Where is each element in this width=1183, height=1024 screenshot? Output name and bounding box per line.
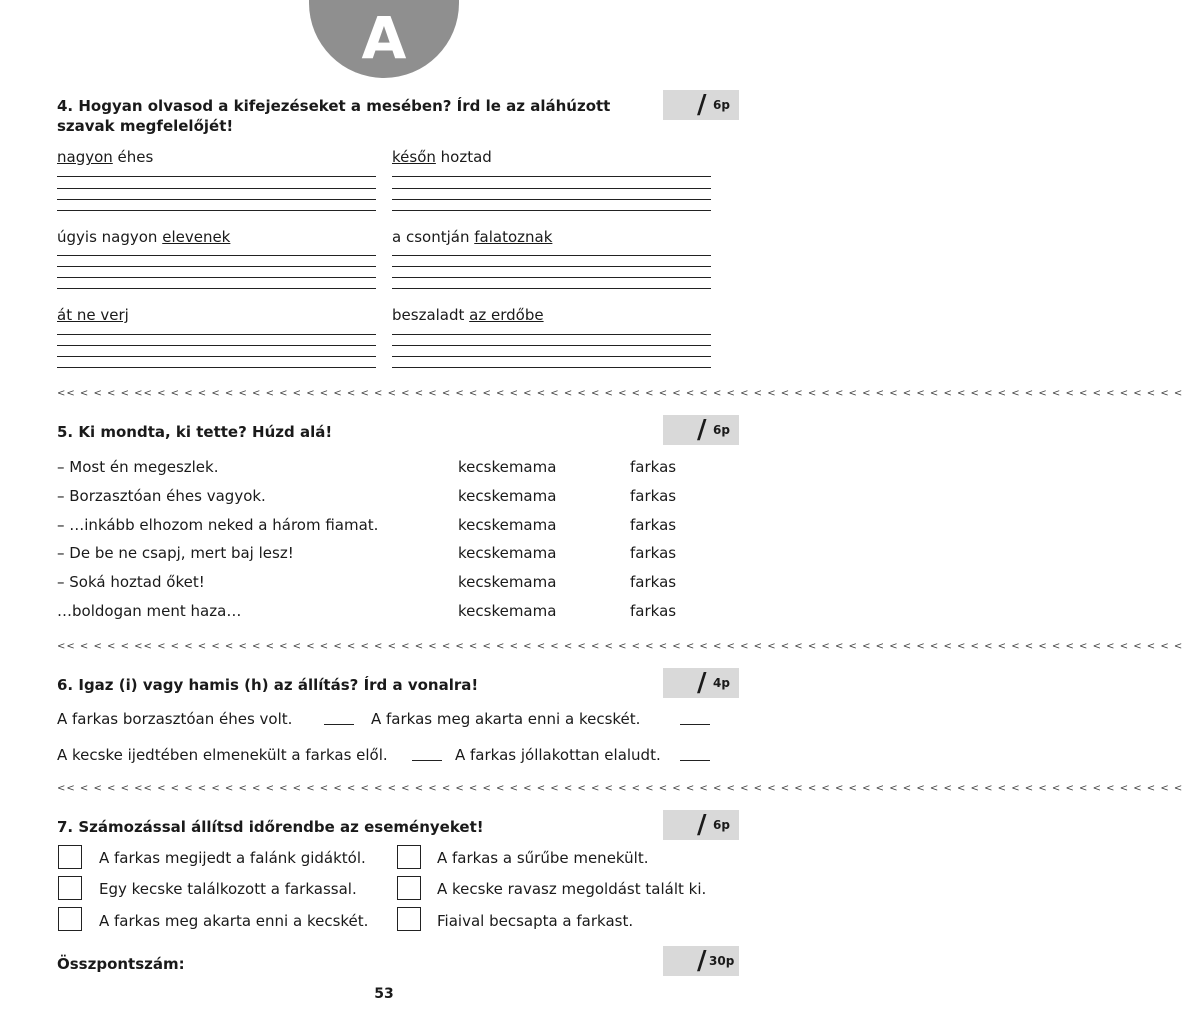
q5-row-1-text: – Most én megeszlek.	[57, 458, 219, 476]
q7-left-event-3: A farkas meg akarta enni a kecskét.	[99, 912, 369, 930]
q7-left-box-1[interactable]	[58, 845, 82, 869]
q6-score: 4p	[713, 676, 730, 690]
q7-right-event-2: A kecske ravasz megoldást talált ki.	[437, 880, 707, 898]
divider-1: << < < < < << < < < < < < < < < < < < < < < < < < < < < < < < < < < < < < < < < < < < < < < < < < < < < < < < < < < < < < < < < < < < < < < < < < < < < < < < < < < <	[57, 388, 1183, 399]
q5-row-4-text: – De be ne csapj, mert baj lesz!	[57, 544, 294, 562]
q6-statement-1: A farkas borzasztóan éhes volt.	[57, 710, 293, 728]
q5-row-1-option-a[interactable]: kecskemama	[458, 458, 557, 476]
q5-row-3-option-a[interactable]: kecskemama	[458, 516, 557, 534]
total-score-box: / 30p	[663, 946, 739, 976]
q5-row-3-text: – …inkább elhozom neked a három fiamat.	[57, 516, 379, 534]
divider-2: << < < < < << < < < < < < < < < < < < < < < < < < < < < < < < < < < < < < < < < < < < < < < < < < < < < < < < < < < < < < < < < < < < < < < < < < < < < < < < < < < <	[57, 641, 1183, 652]
q7-right-event-3: Fiaival becsapta a farkast.	[437, 912, 634, 930]
q5-row-5-text: – Soká hoztad őket!	[57, 573, 205, 591]
q4-item-6: beszaladt az erdőbe	[392, 306, 544, 324]
q7-score: 6p	[713, 818, 730, 832]
q5-row-6-option-b[interactable]: farkas	[630, 602, 677, 620]
chapter-letter: A	[361, 4, 407, 72]
q5-row-2-option-a[interactable]: kecskemama	[458, 487, 557, 505]
q5-row-5-option-a[interactable]: kecskemama	[458, 573, 557, 591]
q7-right-box-1[interactable]	[397, 845, 421, 869]
q5-row-6-option-a[interactable]: kecskemama	[458, 602, 557, 620]
q6-answer-4[interactable]	[680, 760, 710, 761]
q4-item-5: át ne verj	[57, 306, 129, 324]
q7-score-box: / 6p	[663, 810, 739, 840]
q5-row-4-option-a[interactable]: kecskemama	[458, 544, 557, 562]
q4-score: 6p	[713, 98, 730, 112]
q5-score: 6p	[713, 423, 730, 437]
q6-statement-2: A farkas meg akarta enni a kecskét.	[371, 710, 641, 728]
total-label: Összpontszám:	[57, 955, 185, 973]
q5-row-2-option-b[interactable]: farkas	[630, 487, 677, 505]
q4-score-box: / 6p	[663, 90, 739, 120]
q5-row-1-option-b[interactable]: farkas	[630, 458, 677, 476]
q5-row-3-option-b[interactable]: farkas	[630, 516, 677, 534]
q7-right-box-3[interactable]	[397, 907, 421, 931]
q4-title: 4. Hogyan olvasod a kifejezéseket a mesében? Írd le az aláhúzott szavak megfelelőjét!	[57, 97, 611, 135]
q4-item-1: nagyon éhes	[57, 148, 154, 166]
q6-title: 6. Igaz (i) vagy hamis (h) az állítás? Írd a vonalra!	[57, 676, 479, 694]
q5-row-4-option-b[interactable]: farkas	[630, 544, 677, 562]
q6-score-box: / 4p	[663, 668, 739, 698]
q5-score-box: / 6p	[663, 415, 739, 445]
q5-row-6-text: …boldogan ment haza…	[57, 602, 242, 620]
q7-left-event-2: Egy kecske találkozott a farkassal.	[99, 880, 357, 898]
page-number: 53	[374, 986, 394, 1002]
chapter-tab	[309, 0, 459, 78]
q5-title: 5. Ki mondta, ki tette? Húzd alá!	[57, 423, 333, 441]
q5-row-2-text: – Borzasztóan éhes vagyok.	[57, 487, 266, 505]
q6-statement-3: A kecske ijedtében elmenekült a farkas elől.	[57, 746, 388, 764]
q4-item-2: későn hoztad	[392, 148, 492, 166]
q6-answer-3[interactable]	[412, 760, 442, 761]
q4-item-3: úgyis nagyon elevenek	[57, 228, 231, 246]
q7-left-box-3[interactable]	[58, 907, 82, 931]
q7-left-event-1: A farkas megijedt a falánk gidáktól.	[99, 849, 366, 867]
q6-answer-2[interactable]	[680, 724, 710, 725]
q7-right-box-2[interactable]	[397, 876, 421, 900]
divider-3: << < < < < << < < < < < < < < < < < < < < < < < < < < < < < < < < < < < < < < < < < < < < < < < < < < < < < < < < < < < < < < < < < < < < < < < < < < < < < < < < < <	[57, 783, 1183, 794]
q4-item-4: a csontján falatoznak	[392, 228, 553, 246]
q7-right-event-1: A farkas a sűrűbe menekült.	[437, 849, 649, 867]
q7-title: 7. Számozással állítsd időrendbe az eseményeket!	[57, 818, 484, 836]
q6-answer-1[interactable]	[324, 724, 354, 725]
total-score: 30p	[709, 954, 735, 968]
q5-row-5-option-b[interactable]: farkas	[630, 573, 677, 591]
q7-left-box-2[interactable]	[58, 876, 82, 900]
q6-statement-4: A farkas jóllakottan elaludt.	[455, 746, 661, 764]
